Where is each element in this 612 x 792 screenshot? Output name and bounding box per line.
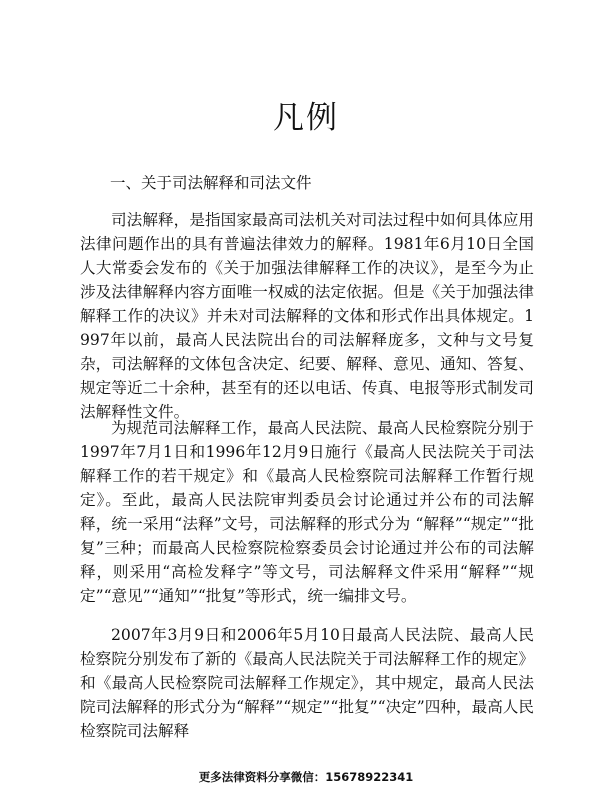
page-title: 凡例: [273, 100, 339, 136]
body-paragraph-3: 2007年3月9日和2006年5月10日最高人民法院、最高人民检察院分别发布了新的《最高人民法院关于司法解释工作的规定》和《最高人民检察院司法解释工作规定》，其中规定，最高人民法院司法解释的形式分为“解释”“规定”“批复”“决定”四种，最高人民检察院司法解释: [80, 626, 534, 740]
body-paragraph-1: 司法解释，是指国家最高司法机关对司法过程中如何具体应用法律问题作出的具有普遍法律效力的解释。1981年6月10日全国人大常委会发布的《关于加强法律解释工作的决议》，是至今为止涉及法律解释内容方面唯一权威的法定依据。但是《关于加强法律解释工作的决议》并未对司法解释的文体和形式作出具体规定。1997年以前，最高人民法院出台的司法解释庞多，文种与文号复杂，司法解释的文体包含决定、纪要、解释、意见、通知、答复、规定等近二十余种，甚至有的还以电话、传真、电报等形式制发司法解释性文件。: [80, 211, 534, 421]
body-paragraph-2: 为规范司法解释工作，最高人民法院、最高人民检察院分别于1997年7月1日和1996年12月9日施行《最高人民法院关于司法解释工作的若干规定》和《最高人民检察院司法解释工作暂行规定》。至此，最高人民法院审判委员会讨论通过并公布的司法解释，统一采用“法释”文号，司法解释的形式分为 “解释”“规定”“批复”三种；而最高人民检察院检察委员会讨论通过并公布的司法解释，则采用“高检发释字”等文号，司法解释文件采用“解释”“规定”“意见”“通知”“批复”等形式，统一编排文号。: [80, 419, 534, 605]
section-heading: 一、关于司法解释和司法文件: [110, 174, 312, 192]
footer-note: 更多法律资料分享微信：15678922341: [198, 770, 414, 784]
